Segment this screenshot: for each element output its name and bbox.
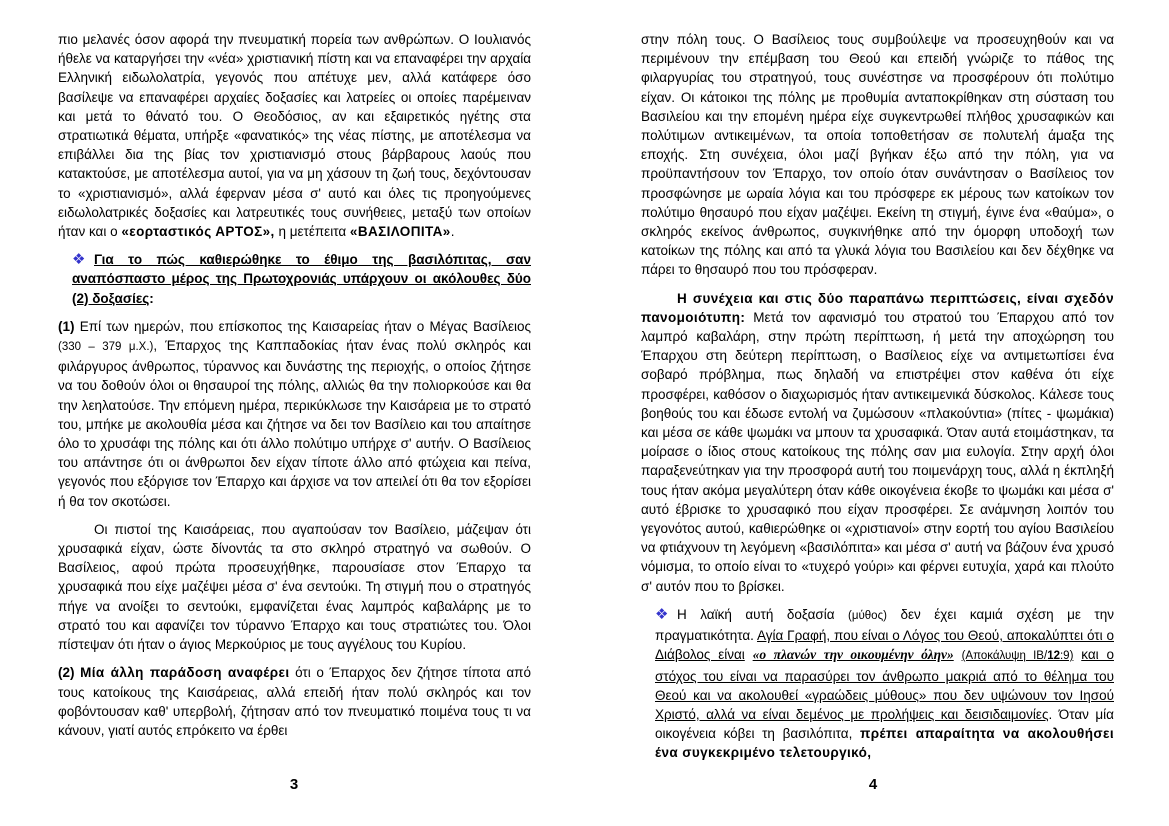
paragraph-continuation-both: Η συνέχεια και στις δύο παραπάνω περιπτώσεις, είναι σχεδόν πανομοιότυπη: Μετά τον αφανισμό του στρατού του Έπαρχου από τον λαμπρό καβαλάρη, στην πρώτη περίπτωση, ή μετά την αποχώρηση του Έπαρχου στη δεύτερη περίπτωση, ο Βασίλειος είχε να αντιμετωπίσει ένα σοβαρό πρόβλημα, πως δηλαδή να επιστρέψει στον καθένα ότι είχε προσφέρει, καθόσον ο διαχωρισμός ήταν αντικειμενικά δύσκολος. Κάλεσε τους βοηθούς του και έδωσε εντολή να ζυμώσουν «πλακούντια» (πίτες - ψωμάκια) και μέσα σε κάθε ψωμάκι να μπουν τα χρυσαφικά. Όταν αυτά ετοιμάστηκαν, τα μοίρασε ο ίδιος στους κατοίκους της πόλης σαν μια ευλογία. Στην αρχή όλοι παραξενεύτηκαν για την προσφορά αυτή του ποιμενάρχη τους, αλλά η έκπληξή τους ήταν ακόμα μεγαλύτερη όταν κάθε οικογένεια έκοβε το ψωμάκι και μέσα σ' αυτό έβρισκε το χρυσαφικό που είχαν προσφέρει. Σε ανάμνηση λοιπόν του γεγονότος αυτού, καθιερώθηκε οι «χριστιανοί» στην εορτή του αγίου Βασιλείου να φτιάχνουν τη λεγόμενη «βασιλόπιτα» και μέσα σ' αυτή να βάζουν ένα χρυσό νόμισμα, το οποίο είναι το «τυχερό γούρι» και φέρνει ευτυχία, χαρά και πλούτο σ' αυτόν που το βρίσκει. [641, 290, 1114, 594]
bold-phrase-vasilopita: «ΒΑΣΙΛΟΠΙΤΑ» [349, 224, 451, 240]
page-number-right: 4 [868, 776, 878, 793]
page-left [58, 30, 531, 740]
diamond-bullet-icon: ❖ [72, 251, 86, 269]
quote-revelation: «ο πλανών την οικουμένην όλην» [752, 647, 954, 663]
paragraph-continuation: στην πόλη τους. Ο Βασίλειος τους συμβούλεψε να προσευχηθούν και να περιμένουν την επέμβαση του Θεού και επειδή γνώριζε το πάθος της φιλαργυρίας του στρατηγού, τους συνέστησε να προσφέρουν ότι πολύτιμο είχαν. Οι κάτοικοι της πόλης με προθυμία ανταποκρίθηκαν στη σύσταση του Βασιλείου και την επομένη ημέρα είχε συγκεντρωθεί πλήθος χρυσαφικών και πολύτιμων αντικειμένων, τα οποία τοποθετήσαν σε πολυτελή άμαξα της εποχής. Στη συνέχεια, όλοι μαζί βγήκαν έξω από την πόλη, για να προϋπαντήσουν τον Έπαρχο, τον οποίο όταν συνάντησαν ο Βασίλειος τον προσφώνησε με ωραία λόγια και του πρόσφερε εκ μέρους των κατοίκων τον πολύτιμο θησαυρό που είχαν μαζέψει. Εκείνη τη στιγμή, έγινε ένα «θαύμα», ο σκληρός εκείνος άνθρωπος, συγκινήθηκε από την όμορφη υποδοχή των κατοίκων της πόλης και από τα γλυκά λόγια του Βασιλείου και δεν δέχθηκε να πάρει το θησαυρό που του πρόσφεραν. [641, 32, 1114, 278]
section-heading: ❖ Για το πώς καθιερώθηκε το έθιμο της βασιλόπιτας, σαν αναπόσπαστο μέρος της Πρωτοχρονιάς υπάρχουν οι ακόλουθες δύο (2) δοξασίες: [72, 251, 531, 306]
diamond-bullet-icon: ❖ [655, 605, 669, 623]
page-number-left: 3 [289, 776, 299, 793]
bold-phrase-artos: «εορταστικός ΑΡΤΟΣ», [121, 224, 275, 240]
paragraph-tradition-1: (1) Επί των ημερών, που επίσκοπος της Καισαρείας ήταν ο Μέγας Βασίλειος (330 – 379 μ.Χ.), Έπαρχος της Καππαδοκίας ήταν ένας πολύ σκληρός και φιλάργυρος άνθρωπος, τύραννος και δυνάστης της περιοχής, ο οποίος ζήτησε να του δοθούν όλοι οι θησαυροί της πόλης, αλλιώς θα την πολιορκούσε και θα την λεηλατούσε. Την επόμενη ημέρα, περικύκλωσε την Καισάρεια με το στρατό του, μπήκε με ακολουθία μέσα και ζήτησε να δει τον Βασίλειο και του απαίτησε όλο το χρυσάφι της πόλης και ότι άλλο πολύτιμο υπήρχε σ' αυτήν. Ο Βασίλειος του απάντησε ότι οι άνθρωποι δεν είχαν τίποτε άλλο από φτώχεια και πείνα, γεγονός που εξόργισε τον Έπαρχο και άρχισε να τον απειλεί ότι θα τον εξορίσει ή θα τον σκοτώσει. [58, 318, 531, 509]
paragraph-intro: πιο μελανές όσον αφορά την πνευματική πορεία των ανθρώπων. Ο Ιουλιανός ήθελε να καταργήσει την «νέα» χριστιανική πίστη και να επαναφέρει την αρχαία Ελληνική ειδωλολατρία, γεγονός που απέτυχε μεν, αλλά κατάφερε όσο βασίλεψε να επαναφέρει αρχαίες δοξασίες και λατρείες οι οποίες παρέμειναν και μετά το θάνατό του. Ο Θεοδόσιος, αν και εξαιρετικός ηγέτης στα στρατιωτικά θέματα, υπήρξε «φανατικός» της νέας πίστης, με αποτέλεσμα να επιβάλλει δια της βίας τον χριστιανισμό στους βάρβαρους λαούς που κατακτούσε, με αποτέλεσμα αυτοί, για να μη χάσουν τη ζωή τους, δεχόντουσαν το «χριστιανισμό», αλλά έφερναν μέσα σ' αυτό και όλες τις προηγούμενες ειδωλολατρικές δοξασίες και λατρευτικές τους συνήθειες, μεταξύ των οποίων ήταν και ο «εορταστικός ΑΡΤΟΣ», η μετέπειτα «ΒΑΣΙΛΟΠΙΤΑ». [58, 32, 531, 240]
item-number-2: (2) [58, 665, 75, 681]
paragraph-myth: ❖ Η λαϊκή αυτή δοξασία (μύθος) δεν έχει καμιά σχέση με την πραγματικότητα. Αγία Γραφή, που είναι ο Λόγος του Θεού, αποκαλύπτει ότι ο Διάβολος είναι «ο πλανών την οικουμένην όλην» (Αποκάλυψη ΙΒ/12:9) και ο στόχος του είναι να παρασύρει τον άνθρωπο μακριά από το θέλημα του Θεού και να ακολουθεί «γραώδεις μύθους» που δεν υψώνουν τον Ιησού Χριστό, αλλά να είναι δεμένος με προλήψεις και δεισιδαιμονίες. Όταν μία οικογένεια κόβει τη βασιλόπιτα, πρέπει απαραίτητα να ακολουθήσει ένα συγκεκριμένο τελετουργικό, [655, 605, 1114, 761]
paragraph-tradition-2: (2) Μία άλλη παράδοση αναφέρει ότι ο Έπαρχος δεν ζήτησε τίποτα από τους κατοίκους της Καισάρειας, αλλά επειδή ήταν πολύ σκληρός και τον φοβόντουσαν καθ' υπερβολή, ζήτησαν από τον πνευματικό ποιμένα τους τι να κάνουν, γιατί αυτός επρόκειτο να έρθει [58, 665, 531, 738]
page-right [641, 30, 1114, 763]
item-number-1: (1) [58, 318, 75, 334]
paragraph-faithful: Οι πιστοί της Καισάρειας, που αγαπούσαν τον Βασίλειο, μάζεψαν ότι χρυσαφικά είχαν, ώστε δίνοντάς τα στο σκληρό στρατηγό να σωθούν. Ο Βασίλειος, αφού πρώτα προσευχήθηκε, παρουσίασε στον Έπαρχο τα χρυσαφικά που είχε μαζέψει μέσα σ' ένα σεντούκι. Τη στιγμή που ο στρατηγός πήγε να ανοίξει το σεντούκι, εμφανίζεται ένας λαμπρός καβαλάρης με το στρατό του και αφανίζει τον τύραννο Έπαρχο και τους στρατιώτες του. Όλοι πίστεψαν ότι ήταν ο άγιος Μερκούριος με τους αγγέλους του Κυρίου. [58, 521, 531, 653]
